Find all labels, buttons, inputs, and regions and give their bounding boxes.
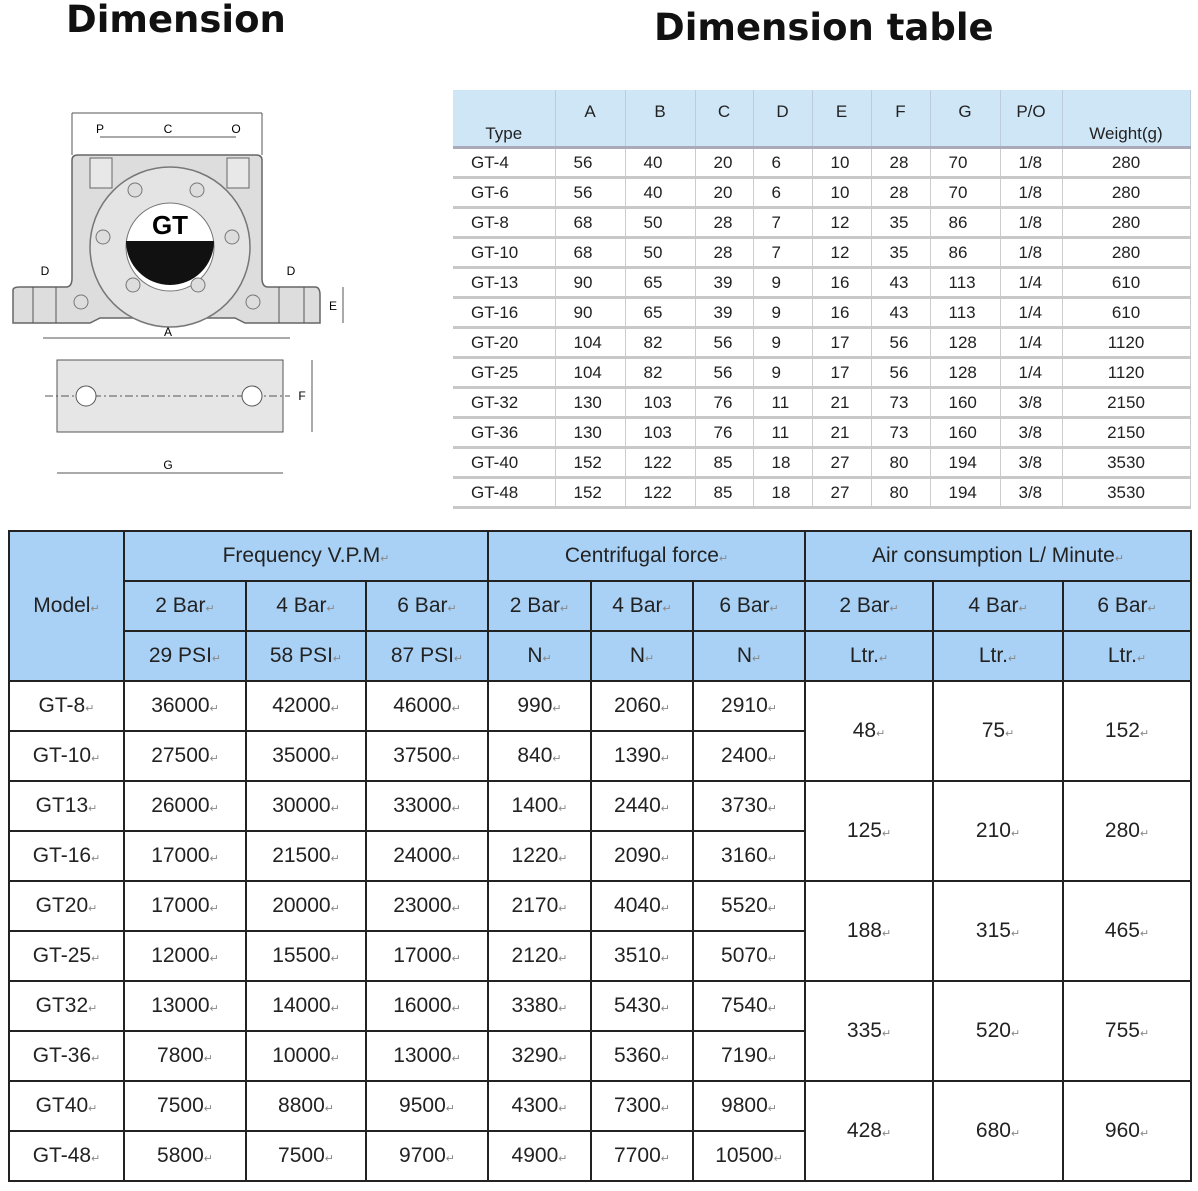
frequency-cell: 17000 ↵ (124, 881, 246, 931)
table-cell: GT-16 (453, 298, 555, 328)
dimension-table-title: Dimension table (654, 6, 994, 49)
label-c: C (163, 122, 173, 136)
table-cell: 1120 (1062, 328, 1190, 358)
table-cell: 73 (871, 388, 930, 418)
frequency-cell: 24000 ↵ (366, 831, 488, 881)
unit-header: 58 PSI ↵ (246, 631, 366, 681)
air-consumption-cell: 210 ↵ (933, 781, 1063, 881)
table-cell: GT-32 (453, 388, 555, 418)
table-cell: 18 (753, 478, 812, 508)
table-cell: 85 (695, 478, 753, 508)
dimension-drawing (0, 95, 360, 485)
frequency-cell: 16000 ↵ (366, 981, 488, 1031)
table-cell: 152 (555, 448, 625, 478)
table-cell: 85 (695, 448, 753, 478)
unit-header: Ltr. ↵ (805, 631, 933, 681)
pressure-header: 2 Bar ↵ (124, 581, 246, 631)
force-cell: 5520 ↵ (693, 881, 805, 931)
table-cell: GT-13 (453, 268, 555, 298)
table-cell: 56 (871, 358, 930, 388)
table-cell: GT-4 (453, 148, 555, 178)
table-cell: 18 (753, 448, 812, 478)
dimension-header-cell: C (695, 90, 753, 148)
table-cell: 65 (625, 268, 695, 298)
frequency-cell: 10000 ↵ (246, 1031, 366, 1081)
dimension-header-cell: Weight(g) (1062, 90, 1190, 148)
unit-header: 87 PSI ↵ (366, 631, 488, 681)
frequency-cell: 21500 ↵ (246, 831, 366, 881)
model-header: Model ↵ (9, 531, 124, 681)
table-cell: 12 (812, 238, 871, 268)
frequency-cell: 46000 ↵ (366, 681, 488, 731)
table-cell: 16 (812, 298, 871, 328)
pressure-header: 4 Bar ↵ (933, 581, 1063, 631)
table-row (9, 1081, 1191, 1131)
air-consumption-cell: 960 ↵ (1063, 1081, 1191, 1181)
table-row (453, 238, 1190, 268)
force-cell: 7540 ↵ (693, 981, 805, 1031)
table-cell: GT-20 (453, 328, 555, 358)
table-cell: 113 (930, 298, 1000, 328)
table-cell: 73 (871, 418, 930, 448)
table-cell: 10 (812, 178, 871, 208)
table-row (453, 478, 1190, 508)
frequency-cell: 17000 ↵ (124, 831, 246, 881)
table-cell: 103 (625, 388, 695, 418)
model-cell: GT13 ↵ (9, 781, 124, 831)
table-cell: 160 (930, 418, 1000, 448)
force-cell: 2060 ↵ (591, 681, 693, 731)
force-cell: 990 ↵ (488, 681, 591, 731)
table-cell: 70 (930, 148, 1000, 178)
table-cell: 104 (555, 328, 625, 358)
table-cell: 82 (625, 358, 695, 388)
unit-header: Ltr. ↵ (933, 631, 1063, 681)
unit-header: N ↵ (693, 631, 805, 681)
frequency-cell: 9500 ↵ (366, 1081, 488, 1131)
force-cell: 2120 ↵ (488, 931, 591, 981)
air-consumption-cell: 520 ↵ (933, 981, 1063, 1081)
table-row (453, 418, 1190, 448)
table-cell: 86 (930, 208, 1000, 238)
model-cell: GT-48 ↵ (9, 1131, 124, 1181)
force-cell: 1400 ↵ (488, 781, 591, 831)
table-cell: 1/8 (1000, 238, 1062, 268)
force-cell: 7300 ↵ (591, 1081, 693, 1131)
table-cell: 27 (812, 448, 871, 478)
table-cell: 113 (930, 268, 1000, 298)
table-row (453, 388, 1190, 418)
frequency-cell: 37500 ↵ (366, 731, 488, 781)
table-cell: 128 (930, 358, 1000, 388)
frequency-cell: 12000 ↵ (124, 931, 246, 981)
centrifugal-force-header: Centrifugal force ↵ (488, 531, 805, 581)
force-cell: 3380 ↵ (488, 981, 591, 1031)
unit-header: 29 PSI ↵ (124, 631, 246, 681)
table-cell: 9 (753, 298, 812, 328)
air-consumption-cell: 315 ↵ (933, 881, 1063, 981)
table-cell: 194 (930, 478, 1000, 508)
table-cell: 104 (555, 358, 625, 388)
label-e: E (328, 299, 338, 313)
table-cell: 122 (625, 478, 695, 508)
table-cell: 122 (625, 448, 695, 478)
table-cell: 28 (871, 178, 930, 208)
frequency-cell: 7500 ↵ (124, 1081, 246, 1131)
air-consumption-cell: 188 ↵ (805, 881, 933, 981)
table-cell: GT-36 (453, 418, 555, 448)
table-cell: 1/4 (1000, 298, 1062, 328)
table-row (9, 781, 1191, 831)
dimension-header-cell: B (625, 90, 695, 148)
table-cell: 10 (812, 148, 871, 178)
pressure-header: 4 Bar ↵ (246, 581, 366, 631)
air-consumption-cell: 335 ↵ (805, 981, 933, 1081)
table-cell: 70 (930, 178, 1000, 208)
table-cell: 40 (625, 148, 695, 178)
table-cell: 3/8 (1000, 388, 1062, 418)
frequency-cell: 13000 ↵ (124, 981, 246, 1031)
table-cell: 56 (871, 328, 930, 358)
table-row (9, 881, 1191, 931)
table-cell: 7 (753, 208, 812, 238)
dimension-title: Dimension (66, 0, 286, 41)
force-cell: 5070 ↵ (693, 931, 805, 981)
table-cell: 21 (812, 388, 871, 418)
air-consumption-cell: 465 ↵ (1063, 881, 1191, 981)
air-consumption-cell: 755 ↵ (1063, 981, 1191, 1081)
table-cell: 128 (930, 328, 1000, 358)
label-d-right: D (286, 264, 296, 278)
model-cell: GT-25 ↵ (9, 931, 124, 981)
force-cell: 3290 ↵ (488, 1031, 591, 1081)
unit-header: Ltr. ↵ (1063, 631, 1191, 681)
table-cell: 1/4 (1000, 268, 1062, 298)
model-cell: GT40 ↵ (9, 1081, 124, 1131)
table-cell: 1/8 (1000, 208, 1062, 238)
table-cell: 6 (753, 148, 812, 178)
pressure-header: 6 Bar ↵ (693, 581, 805, 631)
table-row (453, 298, 1190, 328)
force-cell: 2090 ↵ (591, 831, 693, 881)
table-cell: 3530 (1062, 478, 1190, 508)
table-row (9, 681, 1191, 731)
frequency-cell: 7500 ↵ (246, 1131, 366, 1181)
force-cell: 4900 ↵ (488, 1131, 591, 1181)
table-cell: 1/8 (1000, 178, 1062, 208)
table-cell: 35 (871, 238, 930, 268)
frequency-cell: 13000 ↵ (366, 1031, 488, 1081)
table-cell: 39 (695, 268, 753, 298)
force-cell: 2910 ↵ (693, 681, 805, 731)
table-cell: 610 (1062, 268, 1190, 298)
dimension-header-cell: G (930, 90, 1000, 148)
gt-logo-label: GT (151, 210, 189, 240)
dimension-header-cell: D (753, 90, 812, 148)
label-a: A (163, 325, 173, 339)
table-cell: 1/4 (1000, 358, 1062, 388)
table-cell: 50 (625, 208, 695, 238)
frequency-header: Frequency V.P.M ↵ (124, 531, 488, 581)
force-cell: 1390 ↵ (591, 731, 693, 781)
force-cell: 4040 ↵ (591, 881, 693, 931)
dimension-header-cell: E (812, 90, 871, 148)
model-cell: GT20 ↵ (9, 881, 124, 931)
table-cell: 80 (871, 448, 930, 478)
air-consumption-cell: 48 ↵ (805, 681, 933, 781)
force-cell: 2440 ↵ (591, 781, 693, 831)
table-row (453, 208, 1190, 238)
frequency-cell: 9700 ↵ (366, 1131, 488, 1181)
table-cell: 28 (871, 148, 930, 178)
table-cell: 3530 (1062, 448, 1190, 478)
pressure-header: 2 Bar ↵ (488, 581, 591, 631)
frequency-cell: 35000 ↵ (246, 731, 366, 781)
table-cell: 9 (753, 268, 812, 298)
table-row (453, 358, 1190, 388)
frequency-cell: 14000 ↵ (246, 981, 366, 1031)
frequency-cell: 27500 ↵ (124, 731, 246, 781)
frequency-cell: 23000 ↵ (366, 881, 488, 931)
table-row (9, 981, 1191, 1031)
table-cell: 194 (930, 448, 1000, 478)
performance-table (8, 530, 1192, 1182)
unit-header: N ↵ (591, 631, 693, 681)
force-cell: 5430 ↵ (591, 981, 693, 1031)
table-cell: 21 (812, 418, 871, 448)
table-cell: 610 (1062, 298, 1190, 328)
label-p: P (95, 122, 105, 136)
table-cell: 17 (812, 358, 871, 388)
pressure-header: 4 Bar ↵ (591, 581, 693, 631)
model-cell: GT-16 ↵ (9, 831, 124, 881)
table-cell: 27 (812, 478, 871, 508)
table-cell: 12 (812, 208, 871, 238)
table-cell: 28 (695, 238, 753, 268)
table-cell: 1/4 (1000, 328, 1062, 358)
air-consumption-cell: 280 ↵ (1063, 781, 1191, 881)
table-cell: 86 (930, 238, 1000, 268)
force-cell: 7190 ↵ (693, 1031, 805, 1081)
table-cell: GT-6 (453, 178, 555, 208)
table-cell: 76 (695, 418, 753, 448)
frequency-cell: 42000 ↵ (246, 681, 366, 731)
air-consumption-cell: 428 ↵ (805, 1081, 933, 1181)
dimension-table (453, 90, 1191, 509)
frequency-cell: 33000 ↵ (366, 781, 488, 831)
label-d-left: D (40, 264, 50, 278)
model-cell: GT-8 ↵ (9, 681, 124, 731)
frequency-cell: 36000 ↵ (124, 681, 246, 731)
dimension-header-cell: F (871, 90, 930, 148)
force-cell: 5360 ↵ (591, 1031, 693, 1081)
table-cell: 68 (555, 208, 625, 238)
table-cell: 90 (555, 268, 625, 298)
label-g: G (163, 458, 173, 472)
table-cell: 35 (871, 208, 930, 238)
table-cell: 20 (695, 148, 753, 178)
force-cell: 7700 ↵ (591, 1131, 693, 1181)
force-cell: 2170 ↵ (488, 881, 591, 931)
frequency-cell: 17000 ↵ (366, 931, 488, 981)
table-row (453, 328, 1190, 358)
table-cell: 43 (871, 298, 930, 328)
dimension-header-cell: P/O (1000, 90, 1062, 148)
pressure-header: 6 Bar ↵ (366, 581, 488, 631)
table-cell: 80 (871, 478, 930, 508)
table-cell: 76 (695, 388, 753, 418)
table-cell: 56 (555, 178, 625, 208)
table-cell: 50 (625, 238, 695, 268)
table-cell: 2150 (1062, 418, 1190, 448)
dimension-header-cell: Type (453, 90, 555, 148)
force-cell: 3730 ↵ (693, 781, 805, 831)
table-cell: 40 (625, 178, 695, 208)
table-cell: 3/8 (1000, 478, 1062, 508)
frequency-cell: 30000 ↵ (246, 781, 366, 831)
air-consumption-cell: 680 ↵ (933, 1081, 1063, 1181)
force-cell: 1220 ↵ (488, 831, 591, 881)
frequency-cell: 8800 ↵ (246, 1081, 366, 1131)
label-o: O (231, 122, 241, 136)
frequency-cell: 20000 ↵ (246, 881, 366, 931)
model-cell: GT-10 ↵ (9, 731, 124, 781)
table-cell: 280 (1062, 148, 1190, 178)
table-cell: 43 (871, 268, 930, 298)
dimension-header-cell: A (555, 90, 625, 148)
table-cell: 9 (753, 358, 812, 388)
table-cell: 2150 (1062, 388, 1190, 418)
table-cell: 280 (1062, 208, 1190, 238)
table-cell: 280 (1062, 178, 1190, 208)
frequency-cell: 26000 ↵ (124, 781, 246, 831)
table-cell: 103 (625, 418, 695, 448)
force-cell: 10500 ↵ (693, 1131, 805, 1181)
table-cell: 280 (1062, 238, 1190, 268)
table-cell: 82 (625, 328, 695, 358)
table-cell: 152 (555, 478, 625, 508)
table-cell: 160 (930, 388, 1000, 418)
pressure-header: 2 Bar ↵ (805, 581, 933, 631)
table-cell: 65 (625, 298, 695, 328)
table-cell: 56 (695, 328, 753, 358)
frequency-cell: 5800 ↵ (124, 1131, 246, 1181)
table-cell: 7 (753, 238, 812, 268)
table-cell: 3/8 (1000, 448, 1062, 478)
table-cell: GT-48 (453, 478, 555, 508)
model-cell: GT-36 ↵ (9, 1031, 124, 1081)
pressure-header: 6 Bar ↵ (1063, 581, 1191, 631)
table-cell: 11 (753, 388, 812, 418)
table-cell: 130 (555, 388, 625, 418)
table-cell: 9 (753, 328, 812, 358)
label-f: F (298, 389, 306, 403)
air-consumption-cell: 75 ↵ (933, 681, 1063, 781)
table-row (453, 178, 1190, 208)
table-cell: 1120 (1062, 358, 1190, 388)
table-cell: 68 (555, 238, 625, 268)
table-cell: 28 (695, 208, 753, 238)
table-row (453, 148, 1190, 178)
unit-header: N ↵ (488, 631, 591, 681)
table-cell: GT-40 (453, 448, 555, 478)
table-cell: 11 (753, 418, 812, 448)
table-cell: 17 (812, 328, 871, 358)
air-consumption-cell: 152 ↵ (1063, 681, 1191, 781)
table-cell: GT-8 (453, 208, 555, 238)
table-cell: 6 (753, 178, 812, 208)
force-cell: 4300 ↵ (488, 1081, 591, 1131)
table-row (453, 448, 1190, 478)
table-cell: 39 (695, 298, 753, 328)
force-cell: 3160 ↵ (693, 831, 805, 881)
table-cell: 56 (555, 148, 625, 178)
table-cell: 90 (555, 298, 625, 328)
force-cell: 840 ↵ (488, 731, 591, 781)
force-cell: 3510 ↵ (591, 931, 693, 981)
model-cell: GT32 ↵ (9, 981, 124, 1031)
table-cell: 130 (555, 418, 625, 448)
frequency-cell: 15500 ↵ (246, 931, 366, 981)
table-row (453, 268, 1190, 298)
table-cell: 3/8 (1000, 418, 1062, 448)
frequency-cell: 7800 ↵ (124, 1031, 246, 1081)
table-cell: GT-25 (453, 358, 555, 388)
table-cell: 56 (695, 358, 753, 388)
table-cell: GT-10 (453, 238, 555, 268)
air-consumption-cell: 125 ↵ (805, 781, 933, 881)
table-cell: 1/8 (1000, 148, 1062, 178)
force-cell: 2400 ↵ (693, 731, 805, 781)
table-cell: 20 (695, 178, 753, 208)
air-consumption-header: Air consumption L/ Minute ↵ (805, 531, 1191, 581)
table-cell: 16 (812, 268, 871, 298)
force-cell: 9800 ↵ (693, 1081, 805, 1131)
